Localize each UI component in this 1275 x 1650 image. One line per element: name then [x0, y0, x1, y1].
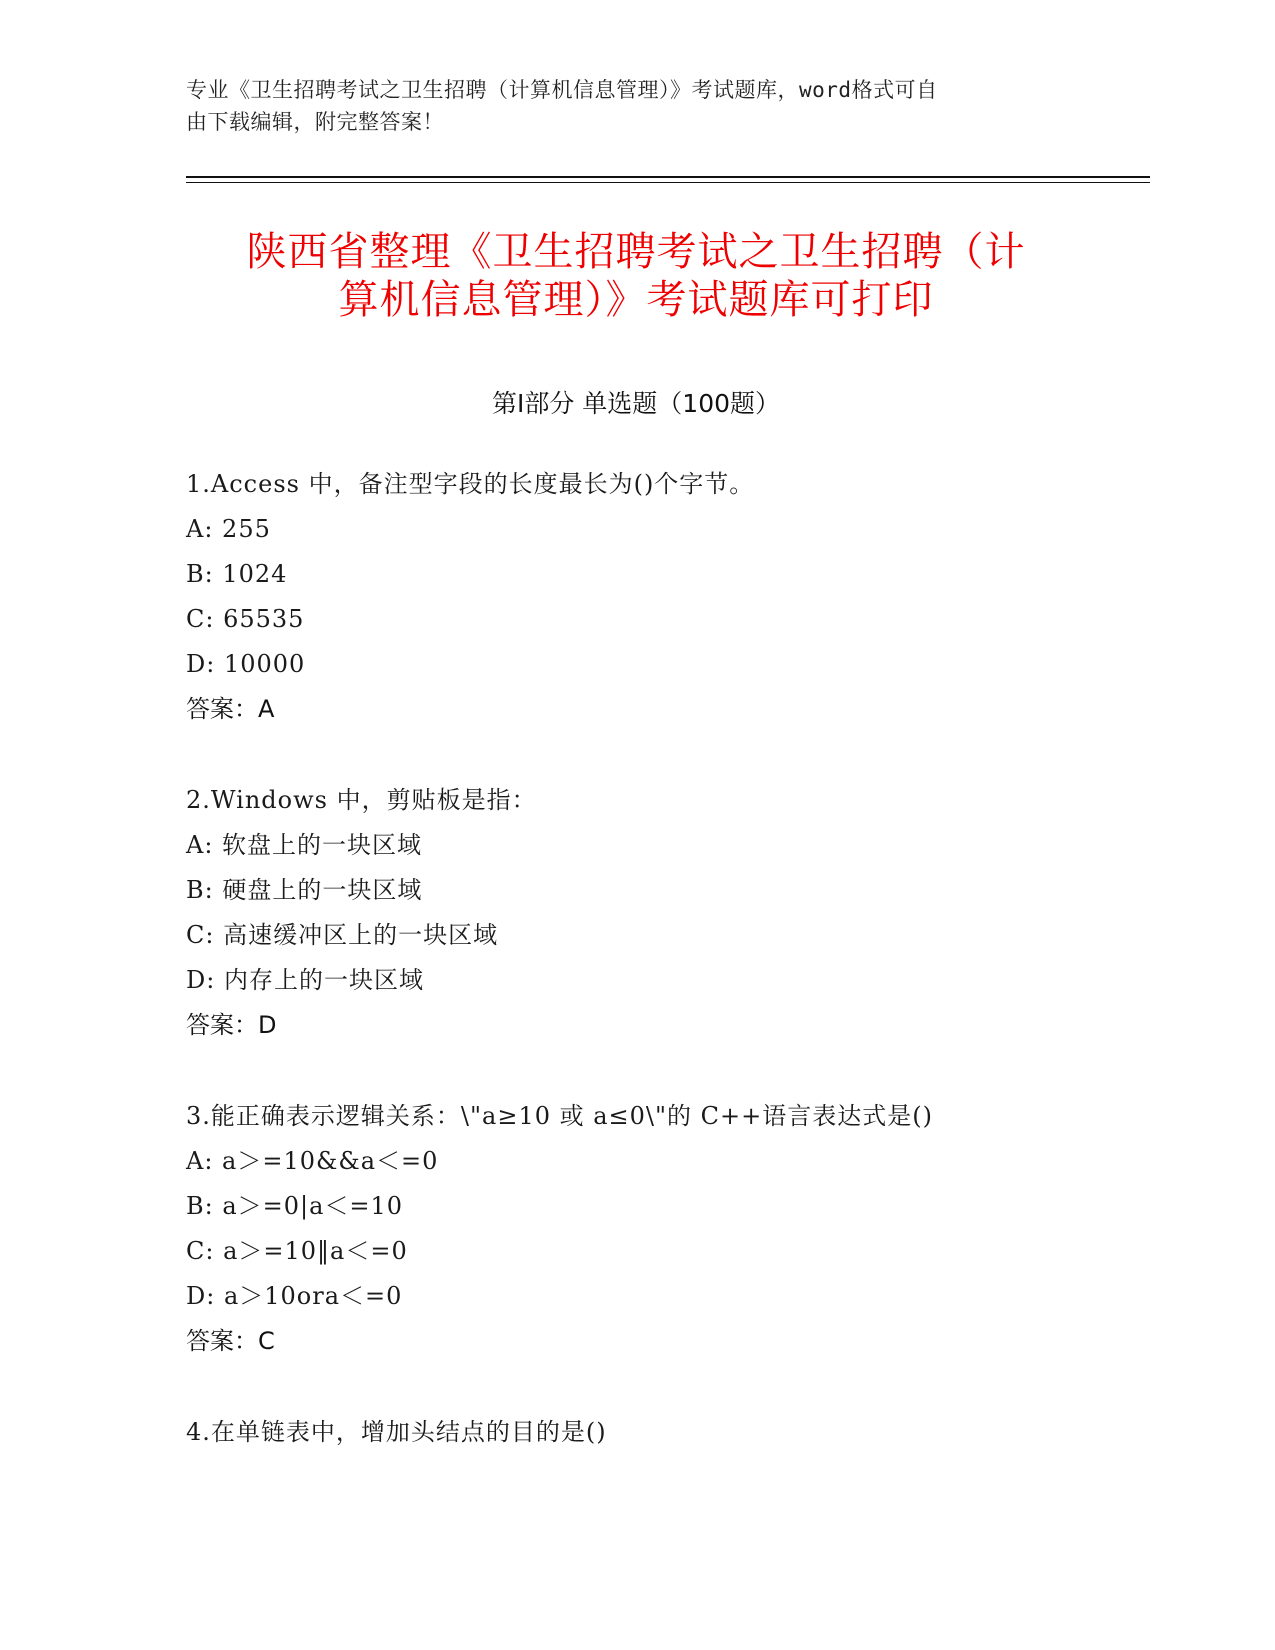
option-c: C: a＞=10‖a＜=0: [186, 1237, 408, 1265]
option-d: D: a＞10ora＜=0: [186, 1282, 403, 1310]
question-3: [186, 1094, 1146, 1364]
document-title: [186, 228, 1086, 324]
header-divider-thick: [186, 176, 1150, 178]
option-c: C: 高速缓冲区上的一块区域: [186, 921, 499, 949]
question-stem: 3.能正确表示逻辑关系：\"a≥10 或 a≤0\"的 C++语言表达式是(): [186, 1102, 933, 1130]
header-divider-thin: [186, 182, 1150, 183]
option-d: D: 内存上的一块区域: [186, 966, 424, 994]
option-a: A: a＞=10&&a＜=0: [186, 1147, 439, 1175]
answer-line: 答案：A: [186, 695, 275, 723]
option-a: A: 软盘上的一块区域: [186, 831, 423, 859]
header-note-line-1: 专业《卫生招聘考试之卫生招聘（计算机信息管理）》考试题库，word格式可自: [186, 78, 938, 102]
question-stem: 2.Windows 中，剪贴板是指：: [186, 786, 537, 814]
option-b: B: 硬盘上的一块区域: [186, 876, 423, 904]
document-title-line-2: 算机信息管理）》考试题库可打印: [338, 277, 934, 323]
option-b: B: a＞=0|a＜=10: [186, 1192, 404, 1220]
option-b: B: 1024: [186, 560, 288, 588]
option-a: A: 255: [186, 515, 271, 543]
question-stem: 1.Access 中，备注型字段的长度最长为()个字节。: [186, 470, 755, 498]
document-header-note: [186, 74, 1066, 138]
question-1: [186, 462, 1146, 732]
question-stem: 4.在单链表中，增加头结点的目的是(): [186, 1418, 607, 1446]
document-title-line-1: 陕西省整理《卫生招聘考试之卫生招聘（计: [246, 229, 1026, 275]
header-note-line-2: 由下载编辑，附完整答案！: [186, 110, 444, 134]
option-d: D: 10000: [186, 650, 306, 678]
question-2: [186, 778, 1146, 1048]
answer-line: 答案：D: [186, 1011, 277, 1039]
section-title: 第Ⅰ部分 单选题（100题）: [491, 389, 781, 418]
question-4: [186, 1410, 1146, 1455]
answer-line: 答案：C: [186, 1327, 275, 1355]
option-c: C: 65535: [186, 605, 305, 633]
